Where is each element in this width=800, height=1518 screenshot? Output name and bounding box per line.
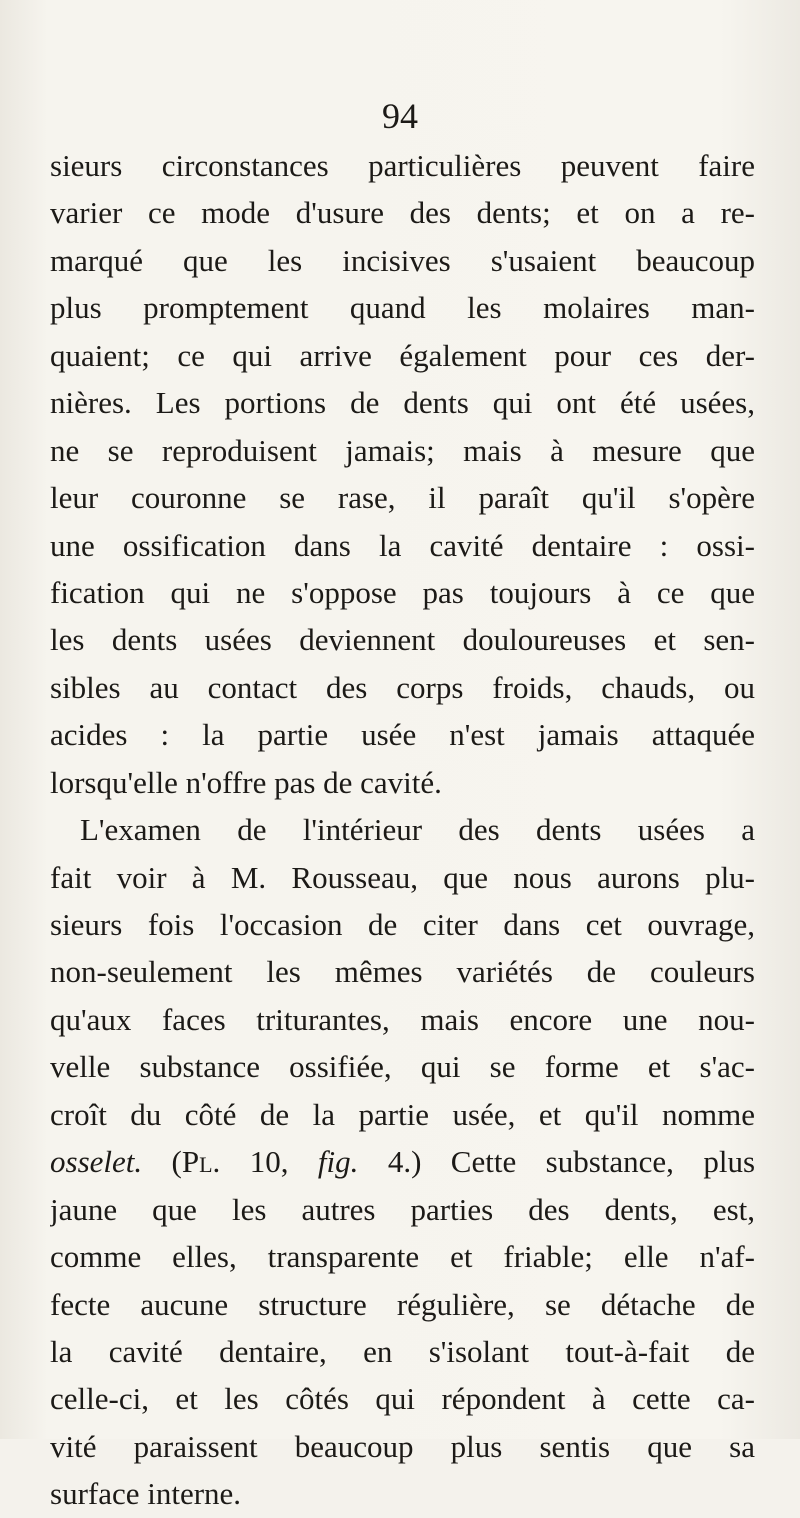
open-paren: ( xyxy=(171,1144,182,1180)
text-line: les dents usées deviennent douloureuses et sen- xyxy=(50,622,755,658)
text-line: fication qui ne s'oppose pas toujours à ce que xyxy=(50,574,755,610)
text-line: velle substance ossifiée, qui se forme et s'ac- xyxy=(50,1049,755,1085)
text-line: acides : la partie usée n'est jamais attaquée xyxy=(50,717,755,753)
paragraph-start-line: L'examen de l'intérieur des dents usées a xyxy=(80,812,755,848)
plate-number: 10, xyxy=(249,1144,289,1180)
text-line: ne se reproduisent jamais; mais à mesure que xyxy=(50,432,755,468)
text-line: sieurs fois l'occasion de citer dans cet ouvrage, xyxy=(50,907,755,942)
text-line: une ossification dans la cavité dentaire : ossi- xyxy=(50,527,755,563)
fig-number: 4. xyxy=(387,1144,412,1180)
text-line: sieurs circonstances particulières peuvent faire xyxy=(50,148,755,183)
text-line: fecte aucune structure régulière, se détache de xyxy=(50,1286,755,1322)
paragraph-end-line: surface interne. xyxy=(50,1476,242,1512)
text-line: comme elles, transparente et friable; elle n'af- xyxy=(50,1239,755,1275)
text-line: marqué que les incisives s'usaient beaucoup xyxy=(50,242,755,278)
text-line: quaient; ce qui arrive également pour ces der- xyxy=(50,337,755,373)
paragraph-end-line: lorsqu'elle n'offre pas de cavité. xyxy=(50,764,442,800)
body-text xyxy=(50,142,755,1518)
line-rest: ) Cette substance, plus xyxy=(411,1144,755,1180)
text-line: qu'aux faces triturantes, mais encore une nou- xyxy=(50,1001,755,1037)
text-line: leur couronne se rase, il paraît qu'il s'opère xyxy=(50,480,755,516)
page-number: 94 xyxy=(382,96,418,136)
text-line: la cavité dentaire, en s'isolant tout-à-fait de xyxy=(50,1333,755,1369)
figure-reference-line xyxy=(50,1138,755,1185)
text-line: sibles au contact des corps froids, chauds, ou xyxy=(50,669,755,705)
text-line: nières. Les portions de dents qui ont été usées, xyxy=(50,385,755,421)
plate-label: Pl. xyxy=(181,1144,221,1180)
text-line: vité paraissent beaucoup plus sentis que sa xyxy=(50,1428,755,1464)
text-line: plus promptement quand les molaires man- xyxy=(50,290,755,326)
text-line: celle-ci, et les côtés qui répondent à cette ca- xyxy=(50,1381,755,1417)
text-line: jaune que les autres parties des dents, est, xyxy=(50,1191,755,1227)
text-line: fait voir à M. Rousseau, que nous aurons plu- xyxy=(50,859,755,895)
text-line: varier ce mode d'usure des dents; et on a re- xyxy=(50,195,755,231)
text-line: croît du côté de la partie usée, et qu'il nomme xyxy=(50,1096,755,1132)
italic-term: osselet. xyxy=(50,1144,143,1180)
fig-label: fig. xyxy=(317,1144,359,1180)
text-line: non-seulement les mêmes variétés de couleurs xyxy=(50,954,755,990)
